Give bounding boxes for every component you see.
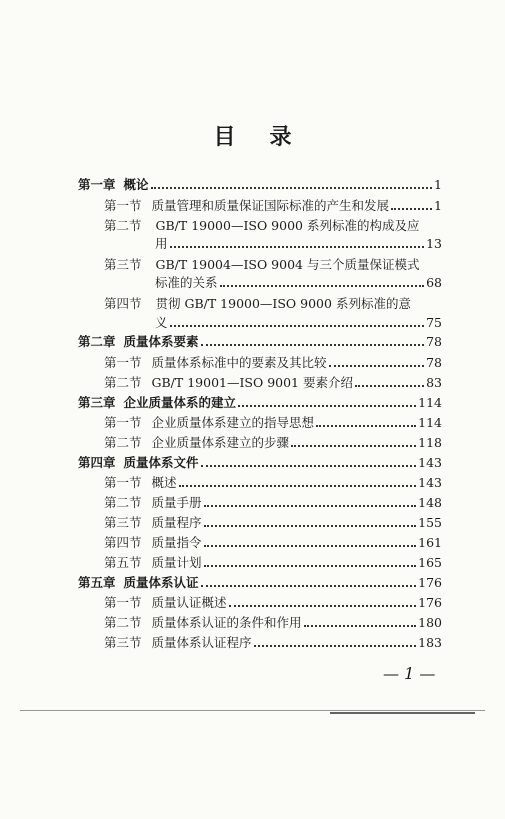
leader-dots (201, 344, 425, 346)
leader-dots (229, 605, 417, 607)
leader-dots (151, 187, 433, 189)
toc-section-label: 第二节 (104, 435, 142, 450)
leader-dots (254, 645, 417, 647)
toc-section (155, 314, 442, 332)
toc-chapter-label: 第一章 (78, 177, 116, 192)
leader-dots (204, 525, 417, 527)
toc-section-label: 第二节 (104, 218, 142, 233)
toc-chapter-label: 第四章 (78, 455, 116, 470)
scan-edge-line (20, 710, 485, 711)
toc-section-label: 第四节 (104, 296, 142, 311)
toc-chapter-4 (78, 454, 442, 472)
leader-dots (204, 545, 417, 547)
toc-section (104, 474, 442, 492)
footer-page-number: — 1 — (383, 664, 436, 683)
toc-section-title: 质量认证概述 (151, 595, 227, 610)
toc-chapter-title: 概论 (123, 177, 149, 192)
toc-section-label: 第三节 (104, 257, 142, 272)
toc-section-title: GB/T 19001—ISO 9001 要素介绍 (151, 375, 353, 390)
toc-section-title: 企业质量体系建立的步骤 (151, 435, 290, 450)
toc-section-label: 第一节 (104, 198, 142, 213)
toc-page-number: 83 (426, 375, 442, 390)
toc-section-title: 质量体系认证的条件和作用 (151, 615, 302, 630)
toc-section-label: 第一节 (104, 595, 142, 610)
toc-section-label: 第三节 (104, 515, 142, 530)
toc-section (104, 594, 442, 612)
toc-section (104, 634, 442, 652)
leader-dots (204, 565, 417, 567)
toc-chapter-3 (78, 394, 442, 412)
toc-section-line1 (104, 256, 419, 274)
toc-page-number: 68 (426, 275, 442, 290)
toc-chapter-1 (78, 176, 442, 194)
toc-section-title: 贯彻 GB/T 19000—ISO 9000 系列标准的意 (155, 296, 411, 311)
toc-chapter-title: 质量体系文件 (123, 455, 199, 470)
toc-section-title: 概述 (151, 475, 177, 490)
toc-page-number: 114 (418, 415, 442, 430)
leader-dots (179, 485, 417, 487)
toc-section-label: 第二节 (104, 375, 142, 390)
toc-section (104, 354, 442, 372)
toc-section-label: 第三节 (104, 635, 142, 650)
toc-section (155, 274, 442, 292)
toc-page-number: 1 (434, 198, 442, 213)
toc-section-line1 (104, 217, 419, 235)
toc-section-title: GB/T 19004—ISO 9004 与三个质量保证模式 (155, 257, 420, 272)
toc-section-title-cont: 用 (155, 236, 168, 251)
toc-section-title: 质量手册 (151, 495, 202, 510)
toc-page-number: 78 (426, 355, 442, 370)
toc-page-number: 183 (418, 635, 442, 650)
toc-section-title: 质量计划 (151, 555, 202, 570)
toc-page-number: 114 (418, 395, 442, 410)
toc-page-number: 1 (434, 177, 442, 192)
leader-dots (201, 465, 417, 467)
toc-chapter-2 (78, 333, 442, 351)
leader-dots (204, 505, 417, 507)
toc-section-title: 质量指令 (151, 535, 202, 550)
toc-chapter-label: 第三章 (78, 395, 116, 410)
leader-dots (391, 208, 432, 210)
toc-chapter-title: 质量体系要素 (123, 334, 199, 349)
toc-page-number: 161 (418, 535, 442, 550)
toc-section (155, 235, 442, 253)
toc-section-line1 (104, 295, 411, 313)
toc-section-title: 质量程序 (151, 515, 202, 530)
toc-section-title-cont: 标准的关系 (155, 275, 218, 290)
toc-page-number: 118 (418, 435, 442, 450)
toc-section (104, 614, 442, 632)
toc-page-number: 176 (418, 575, 442, 590)
leader-dots (170, 246, 425, 248)
toc-page-number: 176 (418, 595, 442, 610)
leader-dots (201, 585, 417, 587)
toc-section-label: 第二节 (104, 615, 142, 630)
page-title: 目录 (213, 125, 326, 150)
toc-chapter-title: 企业质量体系的建立 (123, 395, 237, 410)
leader-dots (238, 405, 416, 407)
toc-section-label: 第一节 (104, 415, 142, 430)
toc-section (104, 197, 442, 215)
leader-dots (355, 385, 424, 387)
toc-section-title: 质量体系标准中的要素及其比较 (151, 355, 327, 370)
leader-dots (329, 365, 425, 367)
toc-section (104, 374, 442, 392)
toc-chapter-title: 质量体系认证 (123, 575, 199, 590)
toc-section (104, 554, 442, 572)
toc-page-number: 148 (418, 495, 442, 510)
toc-section-label: 第一节 (104, 475, 142, 490)
toc-section (104, 434, 442, 452)
toc-section-title-cont: 义 (155, 315, 168, 330)
leader-dots (220, 285, 425, 287)
toc-chapter-label: 第五章 (78, 575, 116, 590)
toc-section-label: 第二节 (104, 495, 142, 510)
toc-section-label: 第五节 (104, 555, 142, 570)
leader-dots (291, 445, 416, 447)
scan-edge-line-dark (330, 712, 475, 714)
leader-dots (316, 425, 416, 427)
toc-section-label: 第四节 (104, 535, 142, 550)
toc-page-number: 143 (418, 475, 442, 490)
toc-section-title: 企业质量体系建立的指导思想 (151, 415, 315, 430)
toc-section (104, 494, 442, 512)
toc-chapter-label: 第二章 (78, 334, 116, 349)
toc-section-title: 质量管理和质量保证国际标准的产生和发展 (151, 198, 390, 213)
toc-chapter-5 (78, 574, 442, 592)
toc-page-number: 155 (418, 515, 442, 530)
toc-section-title: GB/T 19000—ISO 9000 系列标准的构成及应 (155, 218, 420, 233)
toc-section-title: 质量体系认证程序 (151, 635, 252, 650)
leader-dots (170, 325, 425, 327)
toc-section (104, 414, 442, 432)
toc-page-number: 78 (426, 334, 442, 349)
toc-page-number: 165 (418, 555, 442, 570)
toc-page-number: 13 (426, 236, 442, 251)
toc-page-number: 180 (418, 615, 442, 630)
toc-section (104, 514, 442, 532)
toc-section-label: 第一节 (104, 355, 142, 370)
toc-page-number: 143 (418, 455, 442, 470)
leader-dots (304, 625, 417, 627)
toc-section (104, 534, 442, 552)
toc-page-number: 75 (426, 315, 442, 330)
